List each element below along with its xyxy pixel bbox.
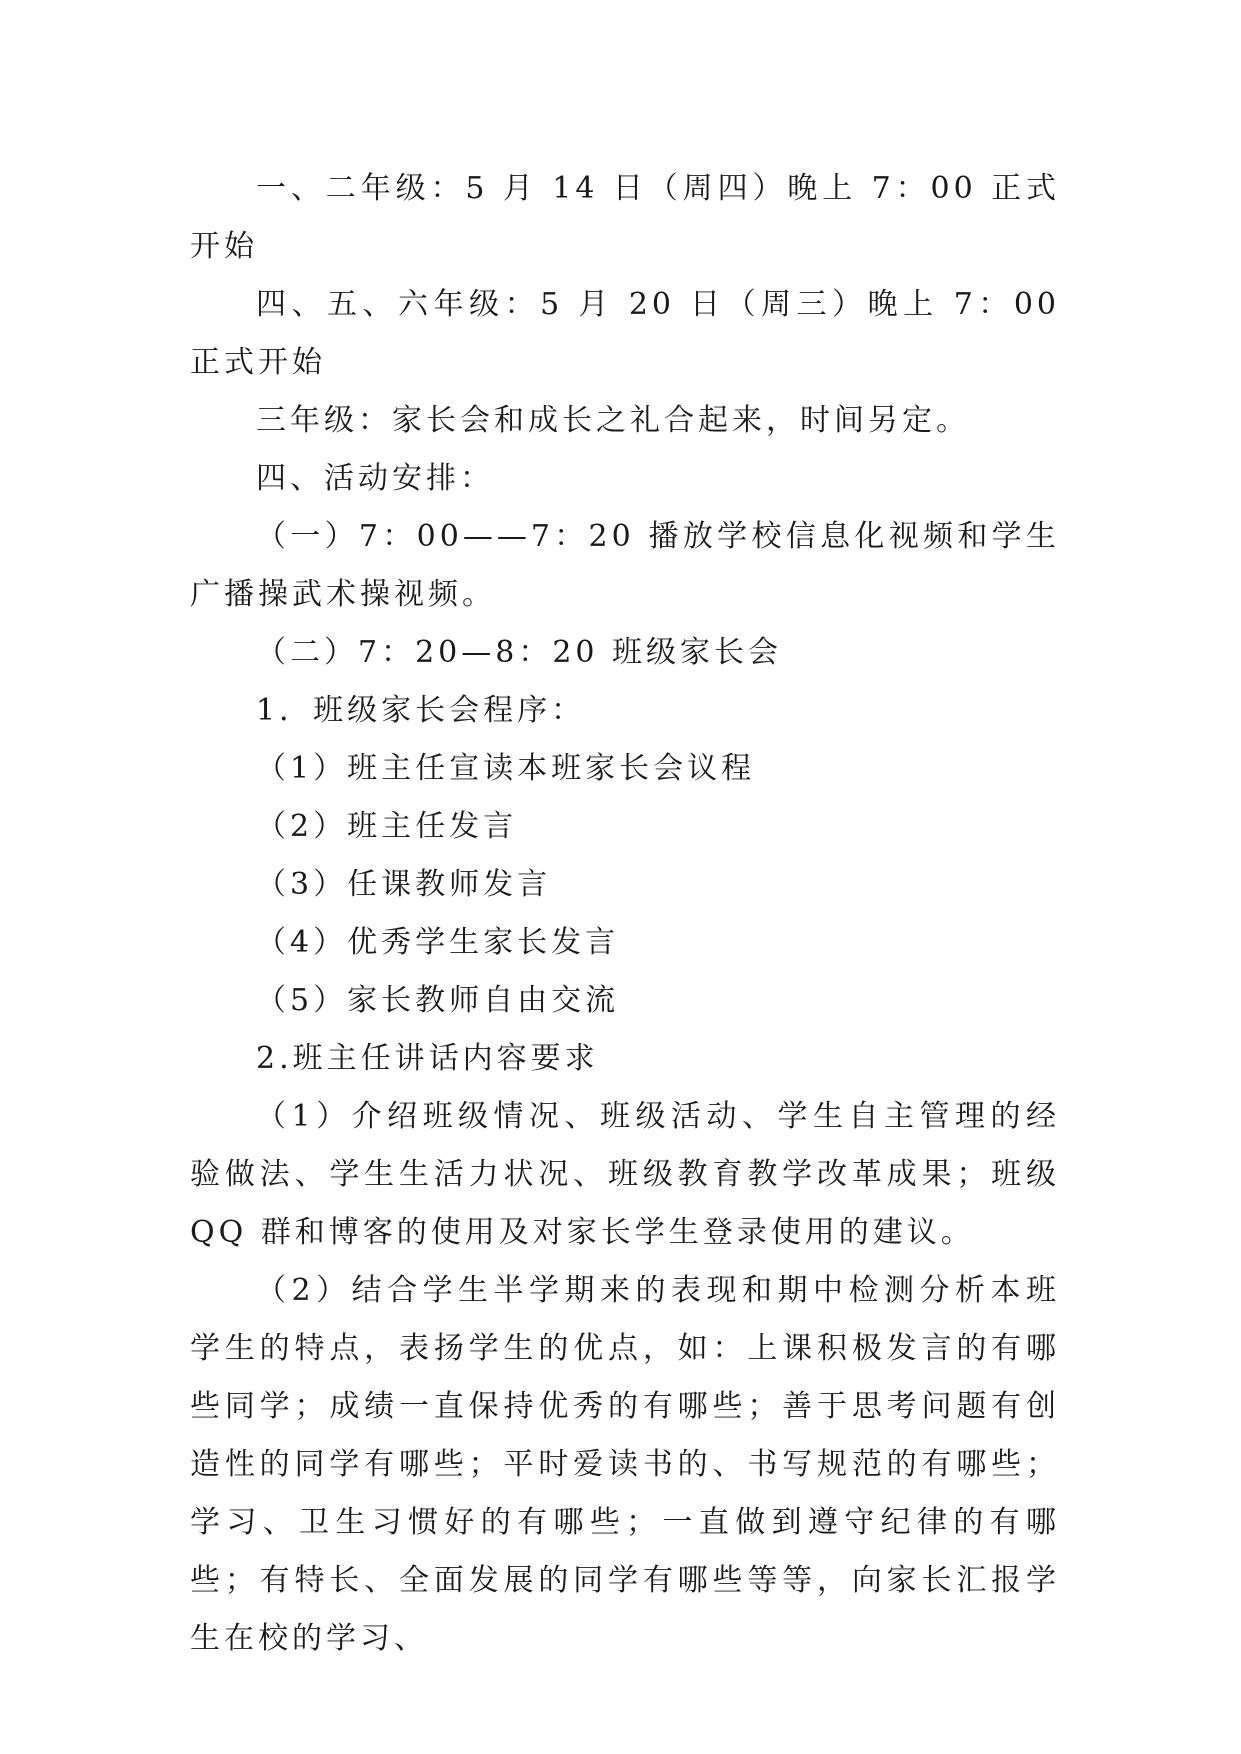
paragraph-activity-2: （二）7：20—8：20 班级家长会 (256, 635, 783, 670)
subheading-speech-requirements: 2.班主任讲话内容要求 (256, 1041, 599, 1076)
paragraph-schedule-grade-3: 三年级：家长会和成长之礼合起来，时间另定。 (256, 403, 970, 438)
list-item-procedure-3: （3）任课教师发言 (256, 867, 552, 902)
list-item-procedure-5: （5）家长教师自由交流 (256, 983, 620, 1018)
list-item-procedure-4: （4）优秀学生家长发言 (256, 925, 620, 960)
paragraph-speech-requirement-2: （2）结合学生半学期来的表现和期中检测分析本班学生的特点，表扬学生的优点，如：上课积极发言的有哪些同学；成绩一直保持优秀的有哪些；善于思考问题有创造性的同学有哪些；平时爱读书的、书写规范的有哪些；学习、卫生习惯好的有哪些；一直做到遵守纪律的有哪些；有特长、全面发展的同学有哪些等等，向家长汇报学生在校的学习、 (190, 1273, 1060, 1656)
paragraph-activity-1: （一）7：00——7：20 播放学校信息化视频和学生广播操武术操视频。 (190, 519, 1060, 612)
paragraph-schedule-grade-1-2: 一、二年级：5 月 14 日（周四）晚上 7：00 正式开始 (190, 171, 1060, 264)
list-item-procedure-2: （2）班主任发言 (256, 809, 518, 844)
paragraph-schedule-grade-4-6: 四、五、六年级：5 月 20 日（周三）晚上 7：00 正式开始 (190, 287, 1060, 380)
paragraph-speech-requirement-1: （1）介绍班级情况、班级活动、学生自主管理的经验做法、学生生活力状况、班级教育教学改革成果；班级 QQ 群和博客的使用及对家长学生登录使用的建议。 (190, 1099, 1060, 1250)
list-item-procedure-1: （1）班主任宣读本班家长会议程 (256, 751, 756, 786)
subheading-meeting-procedure: 1．班级家长会程序： (256, 693, 586, 728)
section-heading-activity-arrangement: 四、活动安排： (256, 461, 494, 496)
document-body (190, 160, 1060, 1668)
